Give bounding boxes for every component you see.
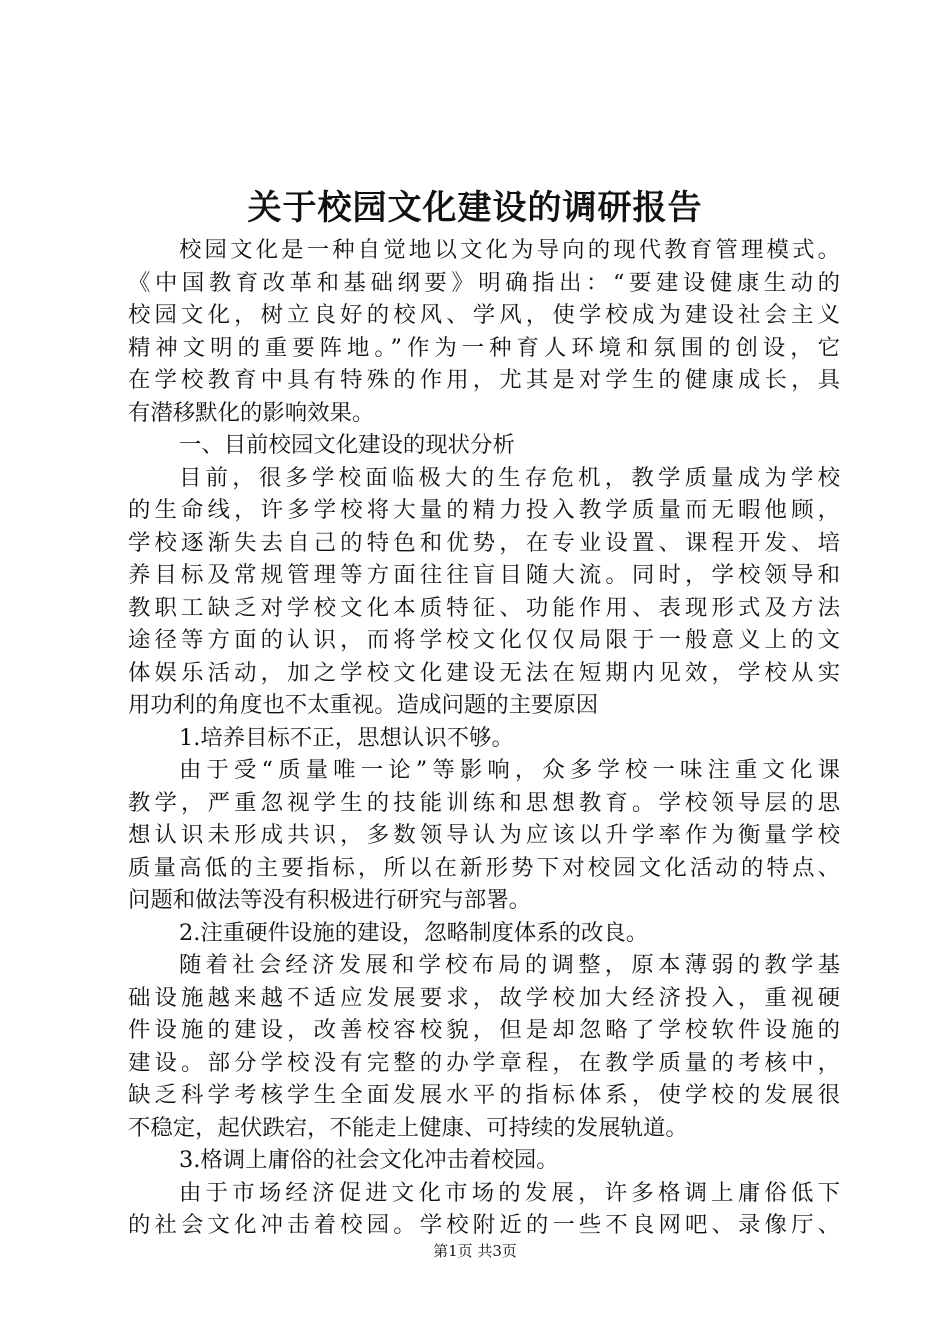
subsection-heading: 1.培养目标不正，思想认识不够。 bbox=[179, 724, 514, 751]
page-footer bbox=[0, 1241, 950, 1261]
paragraph-line: 质量高低的主要指标，所以在新形势下对校园文化活动的特点、 bbox=[128, 854, 840, 881]
paragraph-line: 想认识未形成共识，多数领导认为应该以升学率作为衡量学校 bbox=[128, 822, 840, 848]
document-body bbox=[128, 234, 840, 1242]
paragraph-line: 体娱乐活动，加之学校文化建设无法在短期内见效，学校从实 bbox=[128, 659, 840, 686]
paragraph-line: 缺乏科学考核学生全面发展水平的指标体系，使学校的发展很 bbox=[128, 1082, 840, 1108]
paragraph-line: 用功利的角度也不太重视。造成问题的主要原因 bbox=[128, 692, 599, 718]
paragraph-line: 由于市场经济促进文化市场的发展，许多格调上庸俗低下 bbox=[179, 1179, 840, 1206]
paragraph-line: 精神文明的重要阵地。”作为一种育人环境和氛围的创设，它 bbox=[128, 334, 840, 361]
paragraph-line: 《中国教育改革和基础纲要》明确指出：“要建设健康生动的 bbox=[128, 269, 840, 296]
page-indicator: 第1页 共3页 bbox=[433, 1242, 517, 1260]
paragraph-line: 础设施越来越不适应发展要求，故学校加大经济投入，重视硬 bbox=[128, 984, 840, 1011]
paragraph-line: 学校逐渐失去自己的特色和优势，在专业设置、课程开发、培 bbox=[128, 529, 840, 556]
paragraph-line: 教职工缺乏对学校文化本质特征、功能作用、表现形式及方法 bbox=[128, 594, 840, 621]
paragraph-line: 随着社会经济发展和学校布局的调整，原本薄弱的教学基 bbox=[179, 952, 840, 978]
paragraph-line: 建设。部分学校没有完整的办学章程，在教学质量的考核中， bbox=[128, 1049, 840, 1076]
paragraph-line: 的社会文化冲击着校园。学校附近的一些不良网吧、录像厅、 bbox=[128, 1212, 840, 1238]
paragraph-line: 的生命线，许多学校将大量的精力投入教学质量而无暇他顾， bbox=[128, 497, 840, 523]
paragraph-line: 由于受“质量唯一论”等影响，众多学校一味注重文化课 bbox=[179, 757, 840, 783]
paragraph-line: 教学，严重忽视学生的技能训练和思想教育。学校领导层的思 bbox=[128, 789, 840, 816]
subsection-heading: 2.注重硬件设施的建设，忽略制度体系的改良。 bbox=[179, 919, 649, 946]
document-title: 关于校园文化建设的调研报告 bbox=[247, 188, 703, 228]
paragraph-line: 养目标及常规管理等方面往往盲目随大流。同时，学校领导和 bbox=[128, 562, 840, 588]
paragraph-line: 途径等方面的认识，而将学校文化仅仅局限于一般意义上的文 bbox=[128, 627, 840, 653]
paragraph-line: 件设施的建设，改善校容校貌，但是却忽略了学校软件设施的 bbox=[128, 1017, 840, 1043]
section-heading: 一、目前校园文化建设的现状分析 bbox=[179, 432, 515, 458]
paragraph-line: 在学校教育中具有特殊的作用，尤其是对学生的健康成长，具 bbox=[128, 367, 840, 393]
paragraph-line: 不稳定，起伏跌宕，不能走上健康、可持续的发展轨道。 bbox=[128, 1114, 688, 1141]
paragraph-line: 校园文化，树立良好的校风、学风，使学校成为建设社会主义 bbox=[128, 302, 840, 328]
paragraph-line: 校园文化是一种自觉地以文化为导向的现代教育管理模式。 bbox=[179, 237, 840, 263]
subsection-heading: 3.格调上庸俗的社会文化冲击着校园。 bbox=[179, 1147, 559, 1173]
paragraph-line: 有潜移默化的影响效果。 bbox=[128, 399, 375, 426]
paragraph-line: 问题和做法等没有积极进行研究与部署。 bbox=[128, 887, 532, 913]
paragraph-line: 目前，很多学校面临极大的生存危机，教学质量成为学校 bbox=[179, 464, 840, 491]
